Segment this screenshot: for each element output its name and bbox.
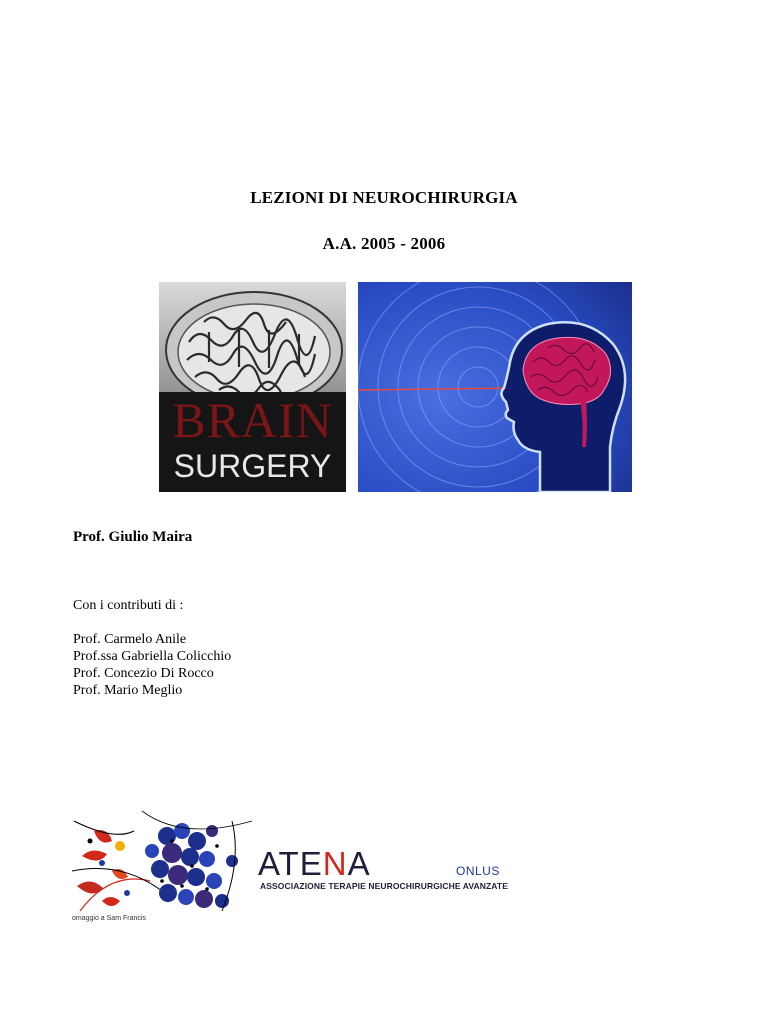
document-title: LEZIONI DI NEUROCHIRURGIA — [250, 188, 518, 207]
academic-year: A.A. 2005 - 2006 — [322, 234, 446, 253]
splatter-artwork — [72, 801, 272, 925]
head-brain-illustration — [358, 282, 632, 492]
logo-name-part: ATE — [258, 845, 323, 882]
logo-name-accent: N — [322, 845, 348, 882]
contributor-item: Prof. Mario Meglio — [73, 683, 183, 698]
logo-caption: omaggio a Sam Francis — [72, 915, 146, 922]
logo-name-part: A — [347, 845, 371, 882]
atena-logo — [72, 801, 528, 925]
contributor-item: Prof.ssa Gabriella Colicchio — [73, 649, 232, 664]
brain-surgery-book-image — [159, 282, 346, 492]
contributors-intro: Con i contributi di : — [73, 598, 184, 613]
contributor-item: Prof. Concezio Di Rocco — [73, 666, 214, 681]
logo-name — [258, 847, 371, 880]
surgery-word: SURGERY — [173, 448, 332, 484]
contributor-item: Prof. Carmelo Anile — [73, 632, 187, 647]
brain-word: BRAIN — [172, 392, 333, 448]
author-name: Prof. Giulio Maira — [73, 529, 193, 545]
logo-subtitle: ASSOCIAZIONE TERAPIE NEUROCHIRURGICHE AVANZATE — [260, 881, 508, 891]
logo-onlus: ONLUS — [456, 864, 500, 878]
contributors-list — [73, 631, 231, 699]
